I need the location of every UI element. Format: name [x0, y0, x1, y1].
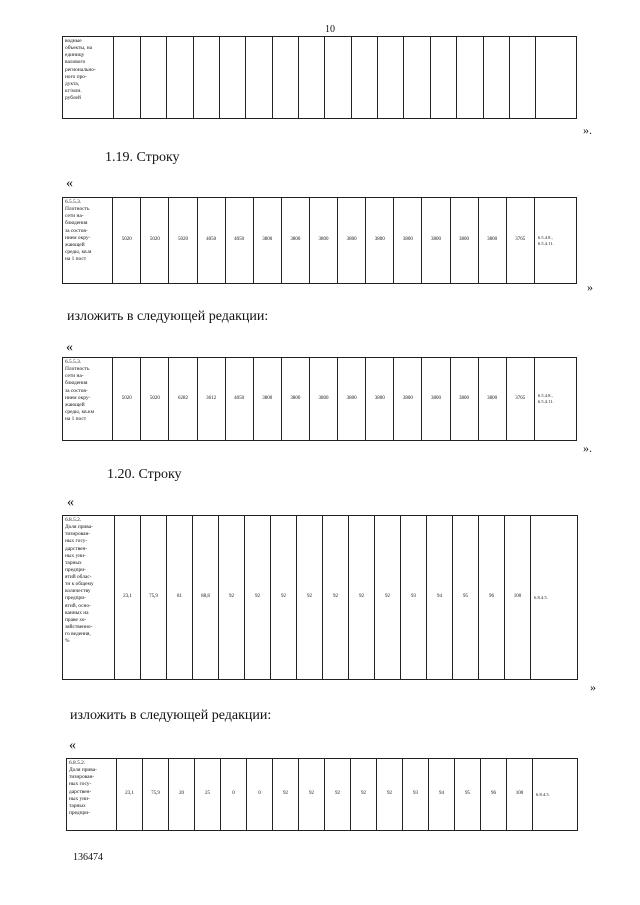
label-line: блюдения — [65, 220, 88, 227]
value-cell: 93 — [401, 516, 427, 680]
table-row — [63, 516, 578, 680]
value-cell: 92 — [351, 759, 377, 831]
replace-instruction: изложить в следующей редакции: — [67, 309, 269, 324]
value-cell: 100 — [505, 516, 531, 680]
value-cell: 92 — [273, 759, 299, 831]
value-cell: 3765 — [506, 358, 534, 441]
value-cell: 3800 — [338, 198, 366, 284]
reference-cell: 6.5.4.8., 6.5.4.11. — [534, 198, 576, 284]
value-cell: 3612 — [197, 358, 225, 441]
value-cell: 5020 — [113, 198, 141, 284]
label-line: дарствен- — [69, 788, 92, 795]
value-cell: 3800 — [450, 358, 478, 441]
closing-quote: » — [590, 680, 596, 694]
new-row-table-1-19 — [62, 357, 577, 441]
label-line: Доля прива- — [69, 767, 97, 774]
value-cell: 3800 — [450, 198, 478, 284]
empty-cell — [113, 37, 140, 119]
value-cell: 25 — [195, 759, 221, 831]
label-line: среды, кв.м — [65, 248, 92, 255]
label-line: 6.5.5.3. — [65, 199, 82, 205]
empty-cell — [378, 37, 404, 119]
label-line: водные — [65, 38, 82, 44]
label-line: валового — [65, 59, 86, 66]
empty-cell — [141, 37, 167, 119]
value-cell: 92 — [375, 516, 401, 680]
value-cell: 94 — [427, 516, 453, 680]
label-line: ных уни- — [65, 552, 86, 559]
new-row-table-1-20 — [66, 758, 578, 831]
section-heading-1-20: 1.20. Строку — [107, 467, 182, 482]
label-line: 6.8.5.2. — [69, 760, 86, 766]
label-line: ти к общему — [65, 581, 94, 588]
table-row — [63, 198, 577, 284]
value-cell: 3800 — [281, 198, 309, 284]
label-line: блюдения — [65, 380, 88, 387]
row-label-cell — [63, 37, 114, 119]
label-line: % — [65, 638, 70, 645]
value-cell: 96 — [479, 516, 505, 680]
value-cell: 3800 — [366, 198, 394, 284]
value-cell: 4050 — [225, 198, 253, 284]
label-line: предпри- — [65, 595, 86, 602]
label-line: 6.8.5.2. — [65, 517, 82, 523]
value-cell: 92 — [271, 516, 297, 680]
empty-cell — [167, 37, 193, 119]
value-cell: 23,1 — [117, 759, 143, 831]
label-line: нием окру- — [65, 234, 91, 241]
label-line: ятий, осно- — [65, 602, 91, 609]
label-line: нием окру- — [65, 394, 91, 401]
value-cell: 3800 — [366, 358, 394, 441]
row-label-cell — [63, 198, 113, 284]
label-line: жающей — [65, 401, 85, 408]
label-line: на 1 пост — [65, 256, 87, 262]
value-cell: 4050 — [225, 358, 253, 441]
opening-quote: « — [66, 340, 73, 355]
value-cell: 92 — [219, 516, 245, 680]
value-cell: 0 — [221, 759, 247, 831]
label-line: Плотность — [65, 206, 90, 213]
value-cell: 92 — [323, 516, 349, 680]
label-line: за состоя- — [65, 227, 88, 234]
label-line: ных госу- — [65, 538, 88, 545]
label-line: дарствен- — [65, 545, 88, 552]
value-cell: 5020 — [141, 358, 169, 441]
row-label-cell — [67, 759, 117, 831]
value-cell: 3800 — [422, 358, 450, 441]
empty-cell — [272, 37, 298, 119]
empty-cell — [457, 37, 483, 119]
value-cell: 92 — [349, 516, 375, 680]
value-cell: 5020 — [141, 198, 169, 284]
value-cell: 0 — [247, 759, 273, 831]
value-cell: 23,1 — [115, 516, 141, 680]
label-line: Доля прива- — [65, 524, 93, 531]
value-cell: 96 — [481, 759, 507, 831]
value-cell: 5020 — [169, 198, 197, 284]
label-line: кг/млн. — [65, 87, 82, 94]
label-line: количеству — [65, 588, 91, 595]
value-cell: 3800 — [253, 198, 281, 284]
label-line: ных уни- — [69, 795, 90, 802]
label-line: ного про- — [65, 73, 87, 80]
empty-cell — [246, 37, 272, 119]
row-label-cell — [63, 516, 115, 680]
document-code: 136474 — [73, 852, 103, 863]
label-line: единицу — [65, 52, 85, 59]
value-cell: 92 — [245, 516, 271, 680]
value-cell: 3800 — [478, 198, 506, 284]
label-line: тарных — [65, 559, 82, 566]
empty-cell — [220, 37, 246, 119]
empty-cell — [509, 37, 535, 119]
label-line: тизирован- — [65, 531, 91, 538]
table-row — [67, 759, 578, 831]
empty-cell — [430, 37, 456, 119]
value-cell: 3800 — [422, 198, 450, 284]
closing-quote: » — [587, 280, 593, 294]
value-cell: 95 — [453, 516, 479, 680]
value-cell: 94 — [429, 759, 455, 831]
table-row — [63, 37, 577, 119]
value-cell: 4050 — [197, 198, 225, 284]
value-cell: 95 — [455, 759, 481, 831]
closing-quote: ». — [583, 123, 592, 137]
label-line: рублей — [65, 95, 81, 101]
label-line: зяйственно- — [65, 623, 93, 630]
value-cell: 3800 — [281, 358, 309, 441]
empty-cell — [351, 37, 377, 119]
label-line: среды, кв.км — [65, 408, 95, 415]
label-line: ных госу- — [69, 781, 92, 788]
label-line: предпри- — [65, 566, 86, 573]
label-line: дукта, — [65, 80, 80, 87]
row-label-cell — [63, 358, 113, 441]
label-line: сети на- — [65, 373, 84, 380]
empty-cell — [404, 37, 430, 119]
page-number: 10 — [325, 24, 335, 35]
value-cell: 6282 — [169, 358, 197, 441]
value-cell: 75,9 — [143, 759, 169, 831]
old-row-table-1-19 — [62, 197, 577, 284]
value-cell: 3800 — [309, 358, 337, 441]
opening-quote: « — [67, 495, 74, 510]
label-line: за состоя- — [65, 387, 88, 394]
label-line: регионально- — [65, 66, 96, 73]
value-cell: 92 — [297, 516, 323, 680]
value-cell: 100 — [507, 759, 533, 831]
value-cell: 92 — [299, 759, 325, 831]
value-cell: 3800 — [394, 358, 422, 441]
reference-cell: 6.5.4.8., 6.5.4.11. — [534, 358, 576, 441]
value-cell: 3800 — [338, 358, 366, 441]
value-cell: 93 — [403, 759, 429, 831]
value-cell: 92 — [325, 759, 351, 831]
label-line: 6.5.5.3. — [65, 359, 82, 365]
value-cell: 3800 — [478, 358, 506, 441]
opening-quote: « — [66, 176, 73, 191]
value-cell: 5020 — [113, 358, 141, 441]
reference-cell: 6.8.4.5. — [531, 516, 578, 680]
section-heading-1-19: 1.19. Строку — [105, 150, 180, 165]
value-cell: 3800 — [309, 198, 337, 284]
value-cell: 75,9 — [141, 516, 167, 680]
label-line: ятий облас- — [65, 574, 92, 580]
label-line: Плотность — [65, 366, 90, 373]
opening-quote: « — [69, 738, 76, 753]
label-line: сети на- — [65, 213, 84, 220]
value-cell: 92 — [377, 759, 403, 831]
reference-cell: 6.8.4.5. — [533, 759, 578, 831]
label-line: объекты, на — [65, 45, 92, 52]
value-cell: 3800 — [394, 198, 422, 284]
empty-cell — [325, 37, 351, 119]
empty-cell — [299, 37, 325, 119]
top-table — [62, 36, 577, 119]
value-cell: 81 — [167, 516, 193, 680]
value-cell: 3765 — [506, 198, 534, 284]
empty-cell — [193, 37, 219, 119]
label-line: предпри- — [69, 809, 90, 816]
closing-quote: ». — [583, 441, 592, 455]
label-line: на 1 пост — [65, 416, 87, 422]
old-row-table-1-20 — [62, 515, 578, 680]
empty-cell — [536, 37, 577, 119]
value-cell: 20 — [169, 759, 195, 831]
empty-cell — [483, 37, 509, 119]
label-line: тарных — [69, 802, 86, 809]
value-cell: 3800 — [253, 358, 281, 441]
label-line: го ведения, — [65, 631, 91, 637]
table-row — [63, 358, 577, 441]
label-line: жающей — [65, 241, 85, 248]
value-cell: 88,8 — [193, 516, 219, 680]
label-line: ванных на — [65, 609, 89, 616]
label-line: праве хо- — [65, 616, 87, 623]
replace-instruction: изложить в следующей редакции: — [70, 708, 272, 723]
label-line: тизирован- — [69, 774, 95, 781]
